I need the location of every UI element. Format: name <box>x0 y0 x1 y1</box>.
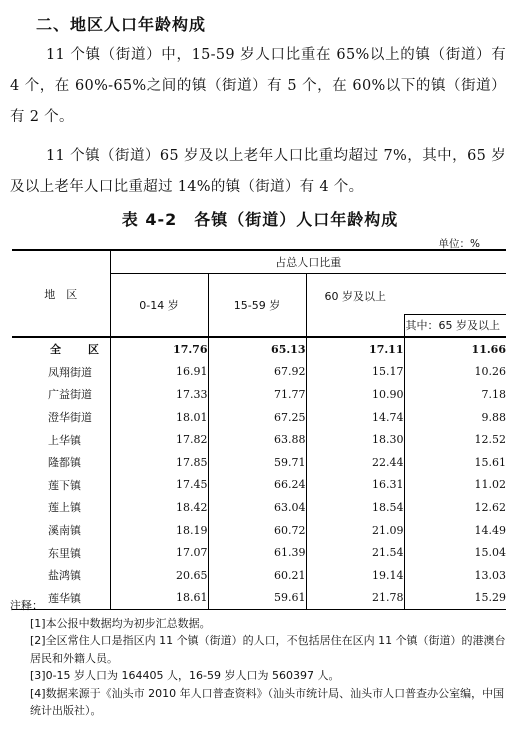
header-region: 地 区 <box>12 250 110 337</box>
value-age-0-14: 16.91 <box>110 361 208 384</box>
header-age-60-plus: 60 岁及以上 <box>306 274 404 338</box>
row-region: 广益街道 <box>12 383 110 406</box>
value-age-60-plus: 19.14 <box>306 564 404 587</box>
value-age-15-59: 67.25 <box>208 406 306 429</box>
value-age-0-14: 18.01 <box>110 406 208 429</box>
value-age-60-plus: 21.09 <box>306 519 404 542</box>
value-age-60-plus: 15.17 <box>306 361 404 384</box>
value-age-65-plus: 15.29 <box>404 587 506 610</box>
value-age-65-plus: 13.03 <box>474 568 506 582</box>
table-row <box>12 361 506 384</box>
row-region: 上华镇 <box>12 428 110 451</box>
note-item-1: [1]本公报中数据均为初步汇总数据。 <box>30 616 211 630</box>
table-row <box>12 474 506 497</box>
value-age-0-14: 17.82 <box>110 428 208 451</box>
value-age-65-plus: 14.49 <box>474 523 506 537</box>
value-age-60-plus: 21.78 <box>306 587 404 610</box>
value-age-15-59: 63.88 <box>208 428 306 451</box>
header-age-65-plus: 其中：65 岁及以上 <box>404 314 506 336</box>
value-age-65-plus: 15.04 <box>474 546 506 560</box>
row-region: 东里镇 <box>12 541 110 564</box>
value-age-60-plus: 16.31 <box>306 474 404 497</box>
value-age-65-plus: 7.18 <box>481 387 506 401</box>
paragraph-elderly: 11 个镇（街道）65 岁及以上老年人口比重均超过 7%，其中，65 岁及以上老年人口比重超过 14%的镇（街道）有 4 个。 <box>10 148 506 195</box>
value-age-15-59: 67.92 <box>208 361 306 384</box>
table-row <box>12 337 506 361</box>
paragraph-working-age: 11 个镇（街道）中，15-59 岁人口比重在 65%以上的镇（街道）有 4 个，在 60%-65%之间的镇（街道）有 5 个，在 60%以下的镇（街道）有 2 个。 <box>10 47 506 125</box>
value-age-65-plus: 10.26 <box>474 365 506 379</box>
table-row <box>12 451 506 474</box>
value-age-15-59: 65.13 <box>208 337 306 361</box>
table-row <box>12 564 506 587</box>
table-row <box>12 496 506 519</box>
value-age-60-plus: 18.54 <box>306 496 404 519</box>
table-row <box>12 383 506 406</box>
value-age-15-59: 66.24 <box>208 474 306 497</box>
value-age-15-59: 60.72 <box>208 519 306 542</box>
value-age-60-plus: 17.11 <box>306 337 404 361</box>
value-age-65-plus: 11.66 <box>404 337 506 361</box>
value-age-65-plus: 15.61 <box>474 455 506 469</box>
value-age-15-59: 61.39 <box>208 541 306 564</box>
value-age-60-plus: 22.44 <box>306 451 404 474</box>
row-region: 莲华镇 <box>12 587 110 610</box>
note-item-4: [4]数据来源于《汕头市 2010 年人口普查资料》（汕头市统计局、汕头市人口普查办公室编，中国统计出版社）。 <box>30 686 505 717</box>
header-age-0-14: 0-14 岁 <box>110 274 208 338</box>
header-age-15-59: 15-59 岁 <box>208 274 306 338</box>
row-region: 莲上镇 <box>12 496 110 519</box>
value-age-0-14: 18.42 <box>110 496 208 519</box>
row-region: 全 区 <box>12 337 110 361</box>
value-age-0-14: 20.65 <box>110 564 208 587</box>
value-age-15-59: 71.77 <box>208 383 306 406</box>
value-age-0-14: 17.85 <box>110 451 208 474</box>
value-age-65-plus: 12.62 <box>474 500 506 514</box>
row-region: 凤翔街道 <box>12 361 110 384</box>
value-age-65-plus: 9.88 <box>481 410 506 424</box>
value-age-15-59: 63.04 <box>208 496 306 519</box>
table-row <box>12 428 506 451</box>
note-item-2: [2]全区常住人口是指区内 11 个镇（街道）的人口，不包括居住在区内 11 个镇（街道）的港澳台居民和外籍人员。 <box>30 634 506 665</box>
value-age-0-14: 17.45 <box>110 474 208 497</box>
row-region: 莲下镇 <box>12 474 110 497</box>
notes-label: 注释： <box>10 599 43 612</box>
value-age-15-59: 59.61 <box>208 587 306 610</box>
row-region: 盐鸿镇 <box>12 564 110 587</box>
row-region: 澄华街道 <box>12 406 110 429</box>
value-age-0-14: 18.61 <box>110 587 208 610</box>
note-item-3: [3]0-15 岁人口为 164405 人，16-59 岁人口为 560397 人。 <box>30 669 340 682</box>
header-age-65-plus-cell <box>404 274 506 338</box>
value-age-60-plus: 21.54 <box>306 541 404 564</box>
value-age-0-14: 17.33 <box>110 383 208 406</box>
value-age-0-14: 18.19 <box>110 519 208 542</box>
table-body <box>12 337 506 610</box>
row-region: 溪南镇 <box>12 519 110 542</box>
notes-section <box>10 597 510 720</box>
value-age-60-plus: 10.90 <box>306 383 404 406</box>
table-title: 表 4-2 各镇（街道）人口年龄构成 <box>121 210 399 229</box>
table-row <box>12 406 506 429</box>
value-age-0-14: 17.07 <box>110 541 208 564</box>
value-age-15-59: 59.71 <box>208 451 306 474</box>
value-age-60-plus: 14.74 <box>306 406 404 429</box>
header-population-share: 占总人口比重 <box>110 250 506 274</box>
value-age-65-plus: 11.02 <box>474 478 506 492</box>
value-age-0-14: 17.76 <box>110 337 208 361</box>
value-age-15-59: 60.21 <box>208 564 306 587</box>
value-age-65-plus: 12.52 <box>474 433 506 447</box>
age-structure-table <box>12 249 506 610</box>
table-unit: 单位：% <box>438 238 480 250</box>
row-region: 隆都镇 <box>12 451 110 474</box>
section-heading: 二、地区人口年龄构成 <box>36 15 207 34</box>
value-age-60-plus: 18.30 <box>306 428 404 451</box>
table-row <box>12 541 506 564</box>
table-row <box>12 519 506 542</box>
